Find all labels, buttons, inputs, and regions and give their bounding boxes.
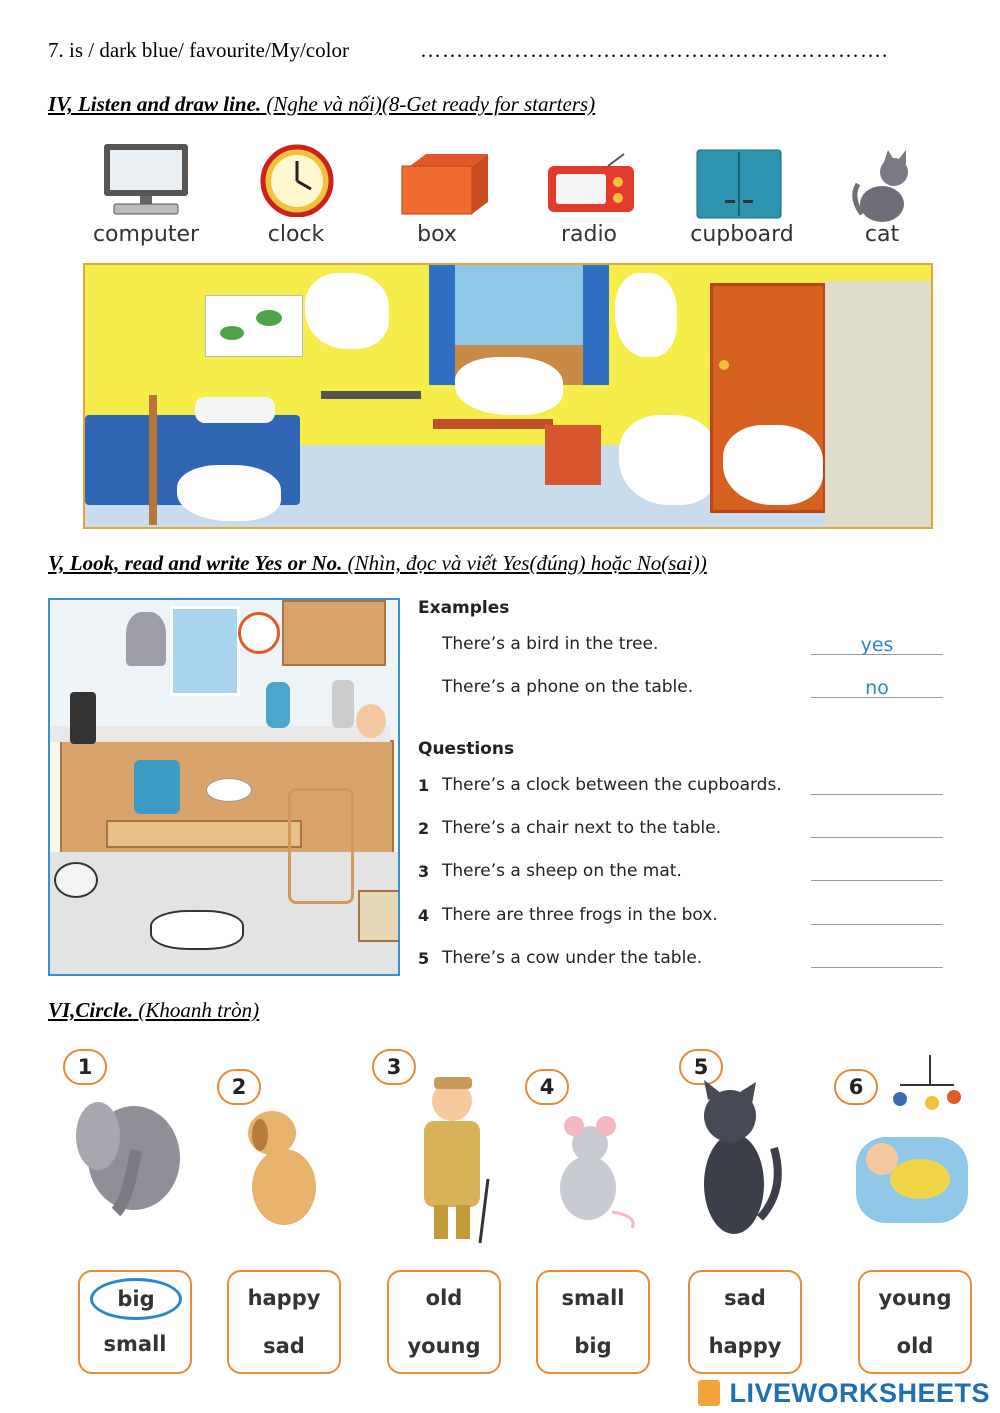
question-1-text: There’s a clock between the cupboards. bbox=[442, 775, 782, 795]
blank-space[interactable] bbox=[723, 425, 823, 505]
sentence-7: 7. is / dark blue/ favourite/My/color bbox=[48, 38, 349, 62]
wall-cupboards bbox=[282, 600, 386, 666]
label-radio: radio bbox=[560, 222, 618, 247]
word-box-4 bbox=[536, 1270, 650, 1374]
label-cupboard: cupboard bbox=[690, 222, 794, 247]
section-6-title: VI,Circle. bbox=[48, 998, 134, 1022]
questions-heading: Questions bbox=[418, 739, 515, 759]
question-3-number: 3 bbox=[418, 862, 430, 881]
chair bbox=[288, 788, 354, 904]
question-3-answer-field[interactable] bbox=[811, 856, 943, 881]
example-1-answer: yes bbox=[860, 634, 894, 656]
example-2-answer: no bbox=[865, 677, 889, 699]
label-box: box bbox=[417, 222, 457, 247]
mouse-icon bbox=[548, 1112, 642, 1232]
computer-icon[interactable] bbox=[100, 140, 192, 218]
item-5-number-badge: 5 bbox=[679, 1049, 723, 1085]
blank-space[interactable] bbox=[619, 415, 719, 505]
word-choice-bottom[interactable]: old bbox=[896, 1334, 934, 1358]
plates bbox=[206, 778, 252, 802]
item-6-number-badge: 6 bbox=[834, 1069, 878, 1105]
example-2-text: There’s a phone on the table. bbox=[442, 677, 694, 697]
label-computer: computer bbox=[92, 222, 200, 247]
label-cat: cat bbox=[864, 222, 900, 247]
logo-mark bbox=[698, 1380, 720, 1406]
kitchen-picture bbox=[48, 598, 400, 976]
blank-space[interactable] bbox=[305, 273, 389, 349]
baby-icon bbox=[850, 1055, 972, 1229]
clock-icon[interactable] bbox=[255, 143, 339, 217]
section-4-subtitle: (Nghe và nối)(8-Get ready for starters) bbox=[266, 92, 596, 116]
window bbox=[170, 606, 240, 696]
examples-heading: Examples bbox=[418, 598, 510, 618]
word-choice-top[interactable]: young bbox=[878, 1286, 952, 1310]
word-choice-bottom[interactable]: happy bbox=[708, 1334, 782, 1358]
hallway bbox=[825, 281, 931, 527]
sheep-image bbox=[54, 862, 98, 898]
wall-clock-icon bbox=[238, 612, 280, 654]
section-6-subtitle: (Khoanh tròn) bbox=[138, 998, 260, 1022]
logo: LIVEWORKSHEETS bbox=[729, 1378, 990, 1408]
question-4-text: There are three frogs in the box. bbox=[442, 905, 718, 925]
desk-drawers bbox=[545, 425, 601, 485]
label-clock: clock bbox=[267, 222, 325, 247]
table bbox=[106, 820, 302, 848]
cat-icon bbox=[690, 1080, 786, 1240]
word-choice-top[interactable]: happy bbox=[247, 1286, 321, 1310]
counter bbox=[50, 726, 390, 742]
sentence-7-blank[interactable]: ………………………………………………………. bbox=[420, 38, 889, 62]
question-1-number: 1 bbox=[418, 776, 430, 795]
section-4-heading bbox=[48, 92, 595, 117]
example-1-text: There’s a bird in the tree. bbox=[442, 634, 659, 654]
box-icon[interactable] bbox=[400, 152, 492, 216]
section-5-subtitle: (Nhìn, đọc và viết Yes(đúng) hoặc No(sai)) bbox=[347, 551, 707, 575]
word-choice-bottom[interactable]: big bbox=[574, 1334, 612, 1358]
word-box-2 bbox=[227, 1270, 341, 1374]
shelf bbox=[321, 391, 421, 399]
item-2-number-badge: 2 bbox=[217, 1069, 261, 1105]
desk bbox=[433, 419, 553, 429]
word-box-6 bbox=[858, 1270, 972, 1374]
item-1-number-badge: 1 bbox=[63, 1049, 107, 1085]
bedpost bbox=[149, 395, 157, 525]
item-4-number-badge: 4 bbox=[525, 1069, 569, 1105]
word-choice-top[interactable]: old bbox=[425, 1286, 463, 1310]
dog-icon bbox=[236, 1105, 328, 1229]
word-choice-top[interactable]: sad bbox=[724, 1286, 766, 1310]
elephant-icon bbox=[76, 1080, 192, 1220]
blank-space[interactable] bbox=[455, 357, 563, 415]
section-5-title: V, Look, read and write Yes or No. bbox=[48, 551, 343, 575]
question-5-number: 5 bbox=[418, 949, 430, 968]
kettle-icon bbox=[332, 680, 354, 728]
question-5-text: There’s a cow under the table. bbox=[442, 948, 703, 968]
question-4-number: 4 bbox=[418, 906, 430, 925]
jar-icon bbox=[266, 682, 290, 728]
radio-image bbox=[134, 760, 180, 814]
question-1-answer-field[interactable] bbox=[811, 770, 943, 795]
word-choice-bottom[interactable]: young bbox=[407, 1334, 481, 1358]
word-choice-bottom[interactable]: small bbox=[103, 1332, 167, 1356]
cat-image bbox=[126, 612, 166, 666]
word-box-1 bbox=[78, 1270, 192, 1374]
question-5-answer-field[interactable] bbox=[811, 943, 943, 968]
section-4-title: IV, Listen and draw line. bbox=[48, 92, 262, 116]
word-box-5 bbox=[688, 1270, 802, 1374]
question-2-number: 2 bbox=[418, 819, 430, 838]
word-box-3 bbox=[387, 1270, 501, 1374]
cupboard-icon[interactable] bbox=[695, 148, 783, 220]
section-6-heading bbox=[48, 998, 259, 1023]
word-choice-top[interactable]: big bbox=[90, 1278, 182, 1320]
item-3-number-badge: 3 bbox=[372, 1049, 416, 1085]
radio-icon[interactable] bbox=[546, 152, 638, 216]
pillow bbox=[195, 397, 275, 423]
cow-image bbox=[150, 910, 244, 950]
old-man-icon bbox=[400, 1075, 504, 1245]
blank-space[interactable] bbox=[615, 273, 677, 357]
frog-poster bbox=[205, 295, 303, 357]
question-2-answer-field[interactable] bbox=[811, 813, 943, 838]
question-4-answer-field[interactable] bbox=[811, 900, 943, 925]
question-3-text: There’s a sheep on the mat. bbox=[442, 861, 682, 881]
section-5-heading bbox=[48, 551, 707, 576]
word-choice-bottom[interactable]: sad bbox=[263, 1334, 305, 1358]
word-choice-top[interactable]: small bbox=[561, 1286, 625, 1310]
bedroom-picture bbox=[83, 263, 933, 529]
cat-icon[interactable] bbox=[848, 148, 926, 228]
blank-space[interactable] bbox=[177, 465, 281, 521]
boy-image bbox=[356, 704, 386, 738]
question-2-text: There’s a chair next to the table. bbox=[442, 818, 722, 838]
toaster-icon bbox=[70, 692, 96, 744]
frog-box bbox=[358, 890, 400, 942]
